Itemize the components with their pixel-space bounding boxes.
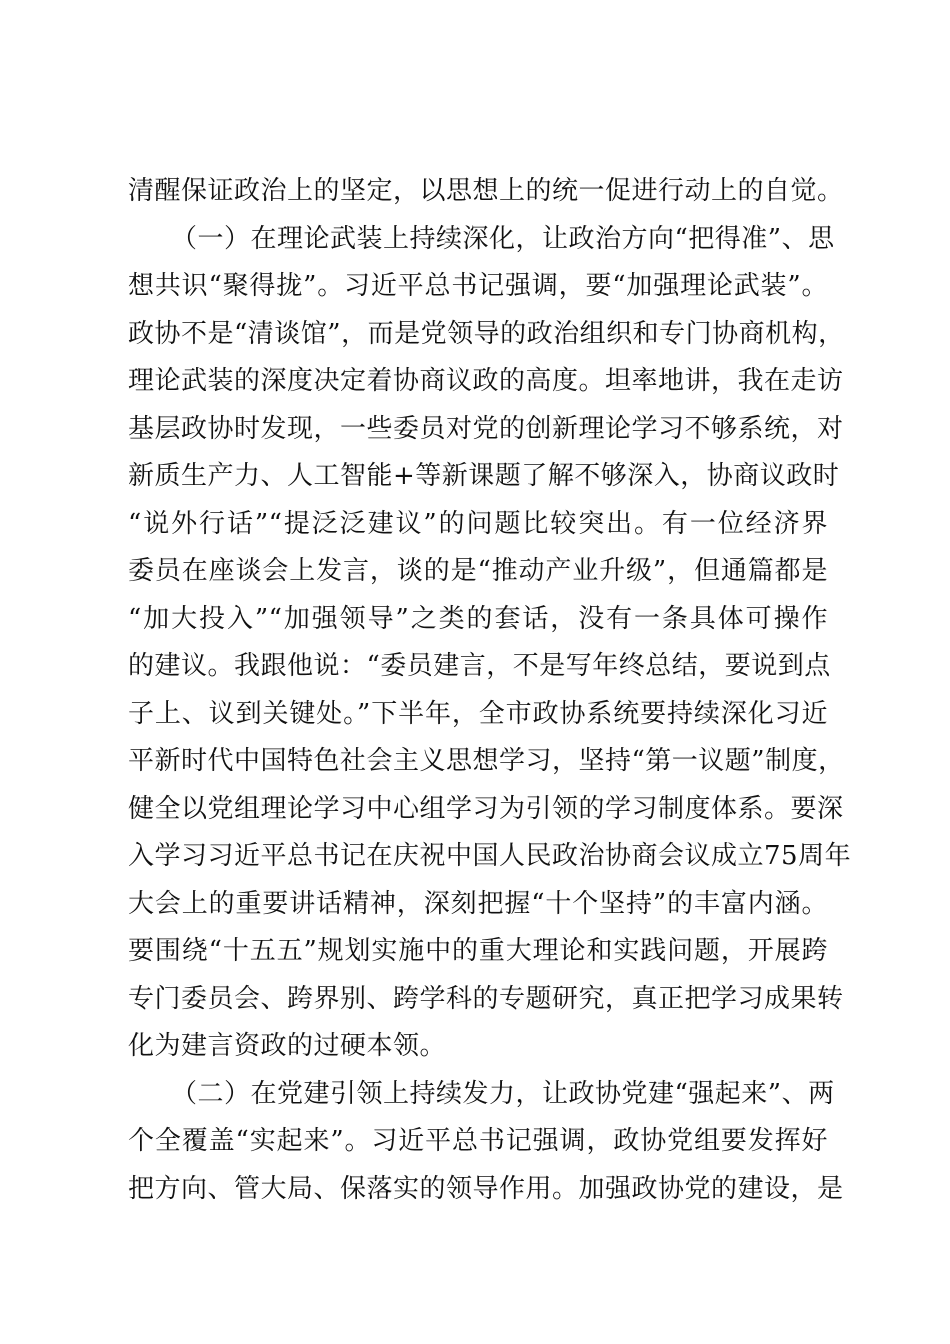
paragraph-line: 委员在座谈会上发言，谈的是“推动产业升级”，但通篇都是 [128, 556, 828, 586]
paragraph-line: 入学习习近平总书记在庆祝中国人民政治协商会议成立75周年 [128, 841, 852, 871]
paragraph-line: 化为建言资政的过硬本领。 [128, 1031, 447, 1061]
paragraph-line: 政协不是“清谈馆”，而是党领导的政治组织和专门协商机构， [128, 318, 845, 349]
paragraph-line: 的建议。我跟他说：“委员建言，不是写年终总结，要说到点 [128, 651, 831, 681]
paragraph-line: 理论武装的深度决定着协商议政的高度。坦率地讲，我在走访 [128, 366, 844, 396]
paragraph-line: （二）在党建引领上持续发力，让政协党建“强起来”、两 [171, 1078, 835, 1109]
paragraph-line: 清醒保证政治上的坚定，以思想上的统一促进行动上的自觉。 [128, 176, 844, 206]
paragraph-line: 大会上的重要讲话精神，深刻把握“十个坚持”的丰富内涵。 [128, 888, 828, 919]
paragraph-line: 要围绕“十五五”规划实施中的重大理论和实践问题，开展跨 [128, 936, 828, 966]
paragraph-line: （一）在理论武装上持续深化，让政治方向“把得准”、思 [171, 223, 835, 254]
paragraph-line: 新质生产力、人工智能+等新课题了解不够深入，协商议政时 [128, 461, 840, 491]
paragraph-line: 健全以党组理论学习中心组学习为引领的学习制度体系。要深 [128, 793, 844, 824]
paragraph-line: 个全覆盖“实起来”。习近平总书记强调，政协党组要发挥好 [128, 1126, 828, 1156]
paragraph-line: 基层政协时发现，一些委员对党的创新理论学习不够系统，对 [128, 413, 844, 444]
body-text [128, 168, 852, 1213]
paragraph-line: 把方向、管大局、保落实的领导作用。加强政协党的建设，是 [128, 1173, 844, 1204]
paragraph-line: 专门委员会、跨界别、跨学科的专题研究，真正把学习成果转 [128, 983, 844, 1014]
paragraph-line: 想共识“聚得拢”。习近平总书记强调，要“加强理论武装”。 [128, 271, 828, 301]
paragraph-line: 子上、议到关键处。”下半年，全市政协系统要持续深化习近 [128, 698, 828, 729]
paragraph-line: 平新时代中国特色社会主义思想学习，坚持“第一议题”制度， [128, 746, 845, 776]
paragraph-line: “加大投入”“加强领导”之类的套话，没有一条具体可操作 [128, 603, 828, 634]
paragraph-line: “说外行话”“提泛泛建议”的问题比较突出。有一位经济界 [128, 508, 828, 539]
